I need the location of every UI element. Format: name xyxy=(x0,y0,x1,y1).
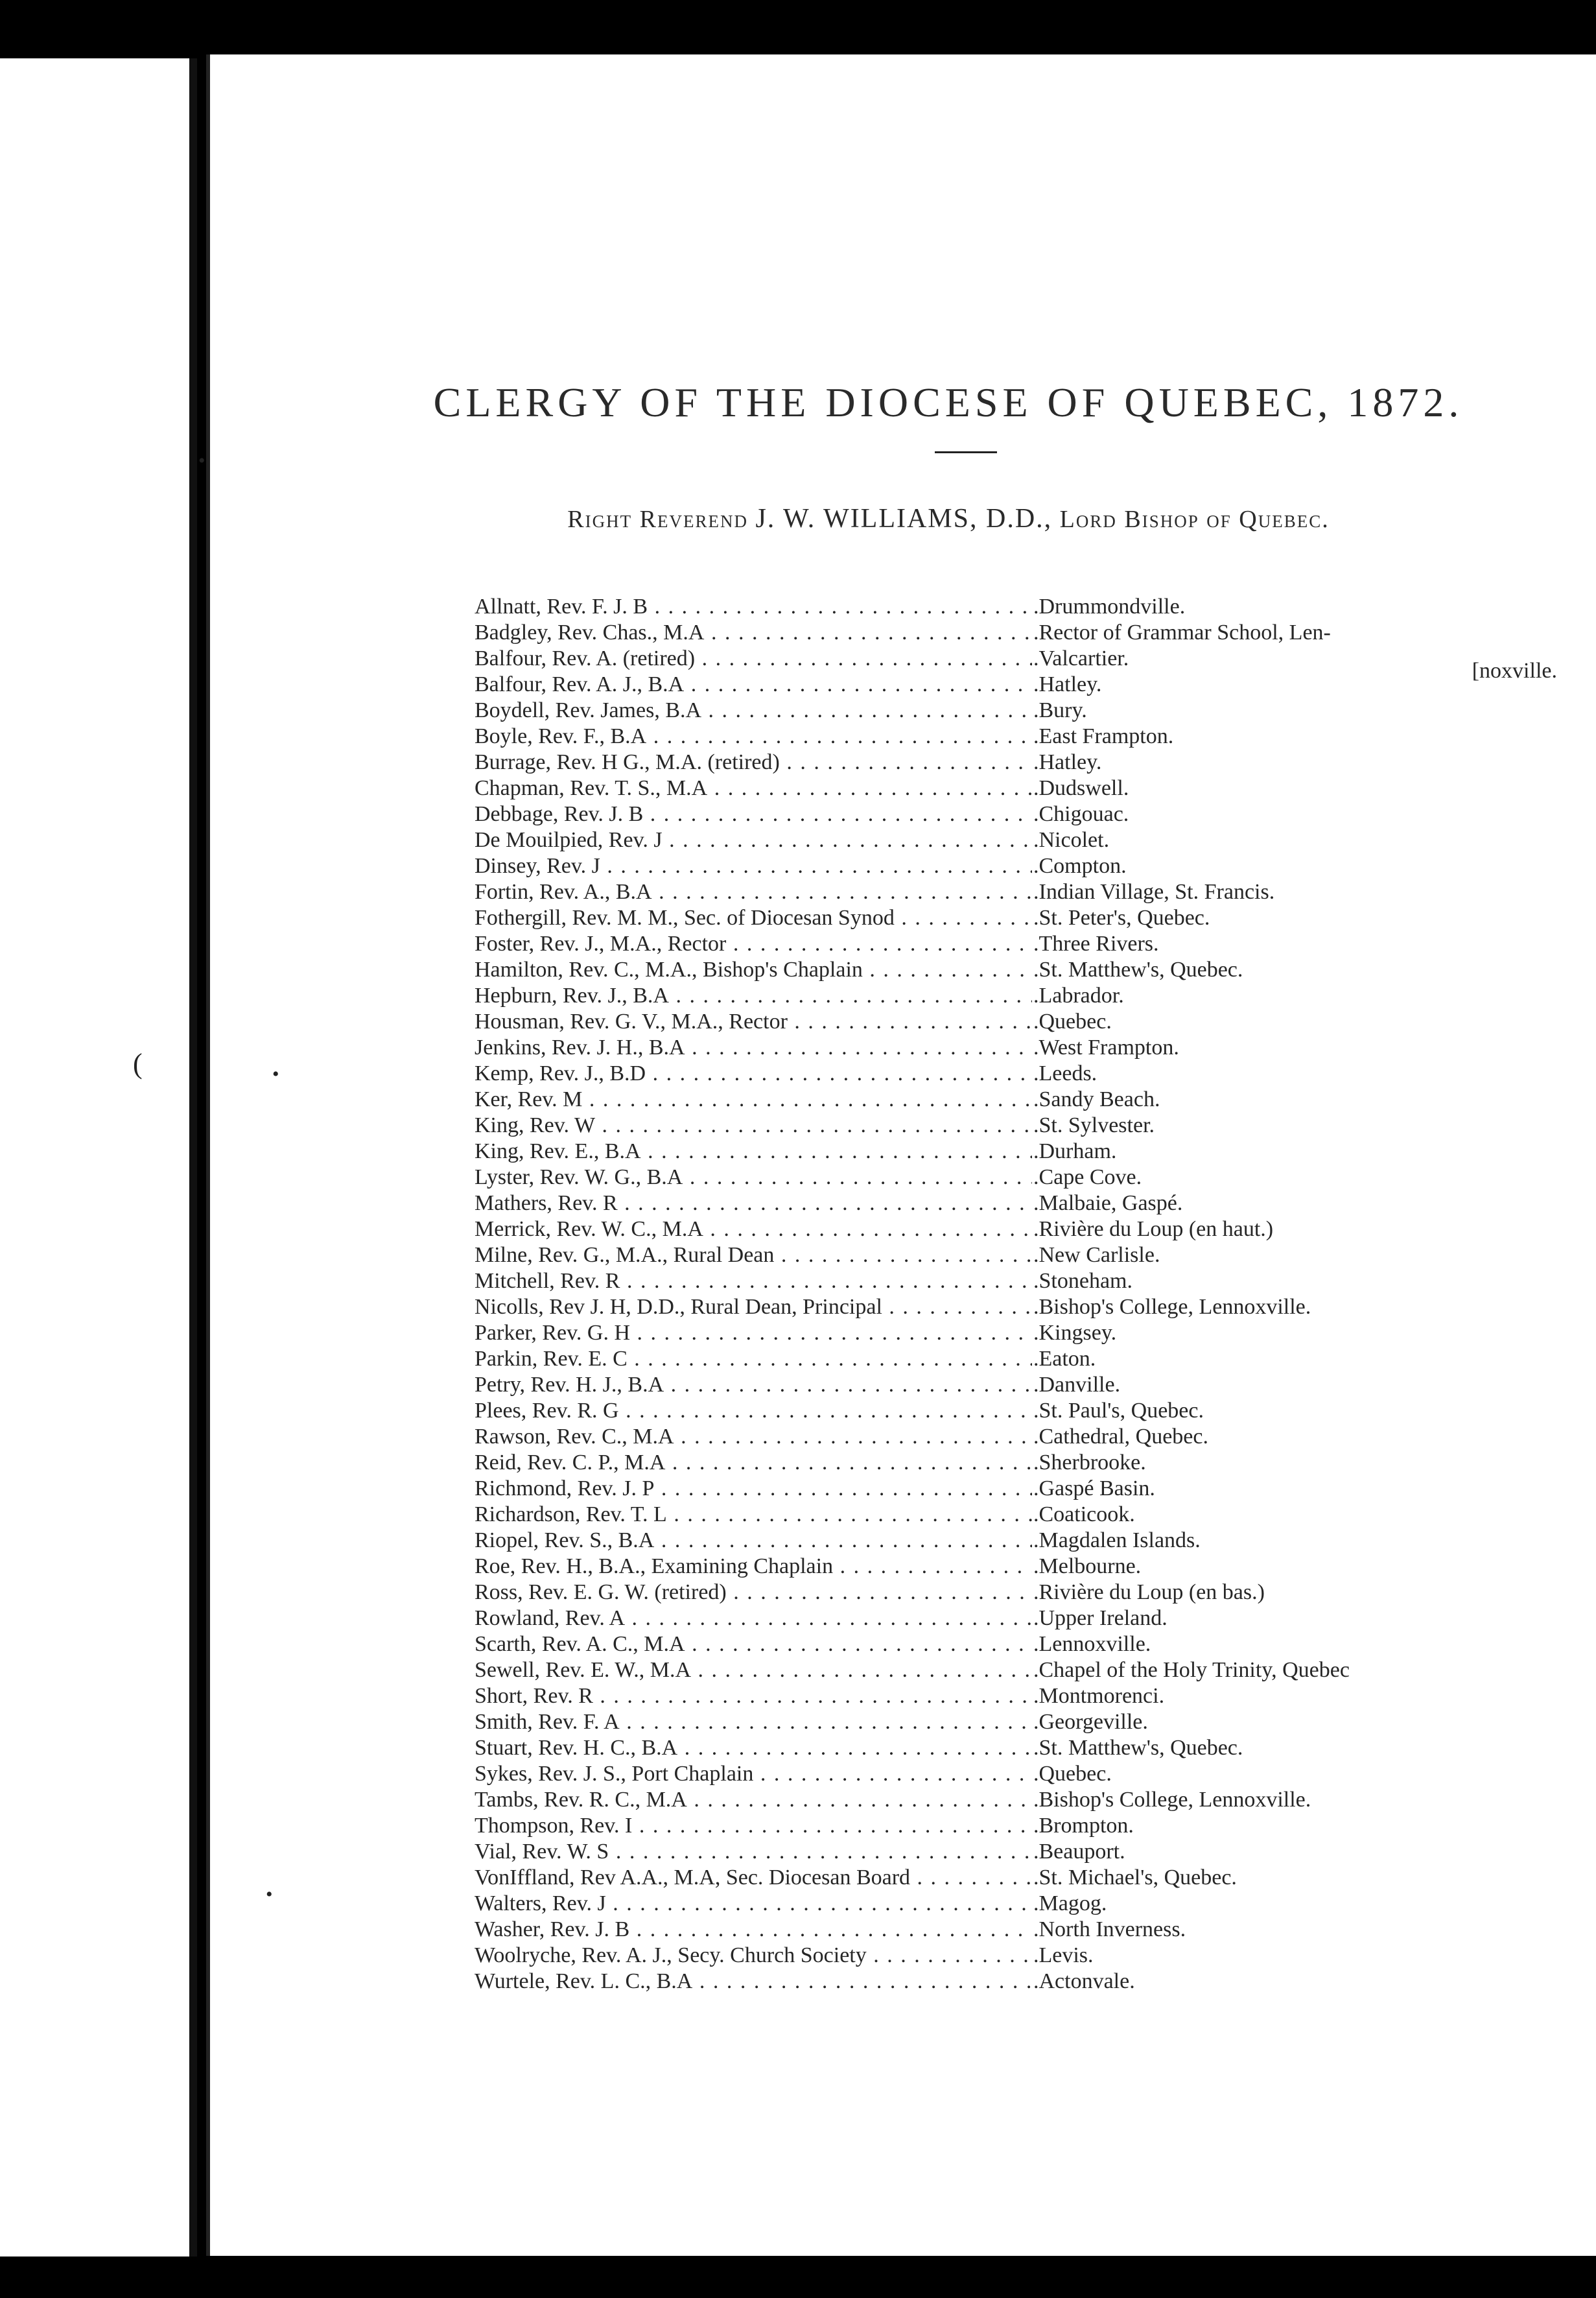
clergy-place: . Hatley. xyxy=(1032,672,1101,698)
clergy-name: De Mouilpied, Rev. J . . . xyxy=(475,827,1032,853)
clergy-row xyxy=(475,801,1596,827)
clergy-name: Fortin, Rev. A., B.A . . . xyxy=(475,879,1032,905)
clergy-name: Housman, Rev. G. V., M.A., Rector . . . xyxy=(475,1009,1032,1035)
clergy-place: . Sandy Beach. xyxy=(1032,1087,1160,1113)
clergy-place: . St. Sylvester. xyxy=(1032,1113,1155,1139)
margin-mark: ( xyxy=(133,1048,143,1080)
clergy-row xyxy=(475,957,1596,983)
clergy-place: . Quebec. xyxy=(1032,1009,1112,1035)
clergy-name: Wurtele, Rev. L. C., B.A . . . xyxy=(475,1969,1032,1995)
clergy-place: . Rivière du Loup (en bas.) xyxy=(1032,1580,1265,1605)
clergy-row xyxy=(475,620,1596,646)
clergy-row xyxy=(475,905,1596,931)
clergy-row xyxy=(475,1657,1596,1683)
clergy-place: . St. Matthew's, Quebec. xyxy=(1032,1735,1243,1761)
clergy-row xyxy=(475,1917,1596,1943)
bishop-prefix: Right Reverend xyxy=(567,506,748,533)
clergy-name: Stuart, Rev. H. C., B.A . . . xyxy=(475,1735,1032,1761)
clergy-row xyxy=(475,1061,1596,1087)
clergy-name: Jenkins, Rev. J. H., B.A . . . xyxy=(475,1035,1032,1061)
clergy-row xyxy=(475,1839,1596,1865)
clergy-place: . Bury. xyxy=(1032,698,1087,724)
clergy-row xyxy=(475,724,1596,750)
clergy-place: . Leeds. xyxy=(1032,1061,1097,1087)
clergy-name: Washer, Rev. J. B . . . xyxy=(475,1917,1032,1943)
clergy-row xyxy=(475,646,1596,672)
clergy-row xyxy=(475,1528,1596,1554)
clergy-place: . Magog. xyxy=(1032,1891,1107,1917)
clergy-name: Petry, Rev. H. J., B.A . . . xyxy=(475,1372,1032,1398)
clergy-name: Hepburn, Rev. J., B.A . . . xyxy=(475,983,1032,1009)
clergy-row xyxy=(475,1424,1596,1450)
margin-mark: • xyxy=(266,1884,273,1905)
clergy-row xyxy=(475,1398,1596,1424)
clergy-row xyxy=(475,1165,1596,1190)
clergy-name: Balfour, Rev. A. J., B.A . . . xyxy=(475,672,1032,698)
clergy-name: Ross, Rev. E. G. W. (retired) . . . xyxy=(475,1580,1032,1605)
title-divider xyxy=(935,451,997,453)
clergy-name: Milne, Rev. G., M.A., Rural Dean . . . xyxy=(475,1242,1032,1268)
clergy-row xyxy=(475,1865,1596,1891)
clergy-name: Hamilton, Rev. C., M.A., Bishop's Chaplain . . . xyxy=(475,957,1032,983)
clergy-row xyxy=(475,1294,1596,1320)
clergy-row xyxy=(475,1450,1596,1476)
clergy-place: . East Frampton. xyxy=(1032,724,1173,750)
clergy-place: . Sherbrooke. xyxy=(1032,1450,1146,1476)
clergy-row xyxy=(475,1372,1596,1398)
clergy-place: . Quebec. xyxy=(1032,1761,1112,1787)
gutter-rule xyxy=(189,58,197,2257)
clergy-place: . Durham. xyxy=(1032,1139,1116,1165)
clergy-place: . Bishop's College, Lennoxville. xyxy=(1032,1294,1311,1320)
clergy-place: . Rector of Grammar School, Len- xyxy=(1032,620,1331,646)
clergy-place: . Dudswell. xyxy=(1032,776,1129,801)
clergy-place: . Rivière du Loup (en haut.) xyxy=(1032,1216,1273,1242)
clergy-place: . St. Michael's, Quebec. xyxy=(1032,1865,1237,1891)
clergy-name: Boydell, Rev. James, B.A . . . xyxy=(475,698,1032,724)
clergy-name: Mitchell, Rev. R . . . xyxy=(475,1268,1032,1294)
clergy-row xyxy=(475,983,1596,1009)
clergy-name: Walters, Rev. J . . . xyxy=(475,1891,1032,1917)
clergy-name: Tambs, Rev. R. C., M.A . . . xyxy=(475,1787,1032,1813)
clergy-row xyxy=(475,1761,1596,1787)
clergy-place: . Gaspé Basin. xyxy=(1032,1476,1155,1502)
clergy-name: Parkin, Rev. E. C . . . xyxy=(475,1346,1032,1372)
clergy-row xyxy=(475,1943,1596,1969)
clergy-name: Chapman, Rev. T. S., M.A . . . xyxy=(475,776,1032,801)
clergy-name: Foster, Rev. J., M.A., Rector . . . xyxy=(475,931,1032,957)
clergy-name: Thompson, Rev. I . . . xyxy=(475,1813,1032,1839)
clergy-place: . Beauport. xyxy=(1032,1839,1125,1865)
clergy-name: Vial, Rev. W. S . . . xyxy=(475,1839,1032,1865)
clergy-name: Plees, Rev. R. G . . . xyxy=(475,1398,1032,1424)
clergy-name: Rawson, Rev. C., M.A . . . xyxy=(475,1424,1032,1450)
clergy-place: . St. Matthew's, Quebec. xyxy=(1032,957,1243,983)
clergy-row xyxy=(475,1502,1596,1528)
clergy-place: . Upper Ireland. xyxy=(1032,1605,1168,1631)
clergy-row xyxy=(475,1891,1596,1917)
clergy-place: . Nicolet. xyxy=(1032,827,1109,853)
clergy-name: Boyle, Rev. F., B.A . . . xyxy=(475,724,1032,750)
clergy-place: . Three Rivers. xyxy=(1032,931,1159,957)
clergy-place: . Valcartier. xyxy=(1032,646,1129,672)
clergy-row xyxy=(475,827,1596,853)
clergy-row xyxy=(475,672,1596,698)
clergy-row xyxy=(475,1554,1596,1580)
clergy-name: Riopel, Rev. S., B.A . . . xyxy=(475,1528,1032,1554)
clergy-row xyxy=(475,879,1596,905)
clergy-place: . Stoneham. xyxy=(1032,1268,1132,1294)
clergy-row xyxy=(475,1813,1596,1839)
bishop-line xyxy=(210,503,1596,534)
margin-mark: • xyxy=(272,1063,279,1085)
clergy-name: Smith, Rev. F. A . . . xyxy=(475,1709,1032,1735)
overflow-continuation: [noxville. xyxy=(1472,659,1557,683)
clergy-row xyxy=(475,1969,1596,1995)
clergy-row xyxy=(475,1216,1596,1242)
clergy-place: . Melbourne. xyxy=(1032,1554,1141,1580)
clergy-name: Mathers, Rev. R . . . xyxy=(475,1190,1032,1216)
clergy-row xyxy=(475,1580,1596,1605)
clergy-row xyxy=(475,1605,1596,1631)
clergy-row xyxy=(475,1139,1596,1165)
clergy-name: Ker, Rev. M . . . xyxy=(475,1087,1032,1113)
clergy-name: Balfour, Rev. A. (retired) . . . xyxy=(475,646,1032,672)
clergy-row xyxy=(475,931,1596,957)
clergy-row xyxy=(475,1631,1596,1657)
clergy-place: . Eaton. xyxy=(1032,1346,1096,1372)
clergy-place: . St. Peter's, Quebec. xyxy=(1032,905,1210,931)
clergy-place: . North Inverness. xyxy=(1032,1917,1186,1943)
clergy-place: . Lennoxville. xyxy=(1032,1631,1151,1657)
clergy-name: Richardson, Rev. T. L . . . xyxy=(475,1502,1032,1528)
clergy-name: King, Rev. W . . . xyxy=(475,1113,1032,1139)
clergy-place: . Magdalen Islands. xyxy=(1032,1528,1201,1554)
clergy-row xyxy=(475,776,1596,801)
clergy-name: Sykes, Rev. J. S., Port Chaplain . . . xyxy=(475,1761,1032,1787)
clergy-name: Kemp, Rev. J., B.D . . . xyxy=(475,1061,1032,1087)
clergy-row xyxy=(475,1709,1596,1735)
clergy-place: . Montmorenci. xyxy=(1032,1683,1164,1709)
clergy-name: Debbage, Rev. J. B . . . xyxy=(475,801,1032,827)
clergy-row xyxy=(475,1242,1596,1268)
clergy-row xyxy=(475,1735,1596,1761)
facing-page xyxy=(0,58,194,2257)
clergy-place: . New Carlisle. xyxy=(1032,1242,1160,1268)
clergy-row xyxy=(475,1320,1596,1346)
clergy-place: . Hatley. xyxy=(1032,750,1101,776)
clergy-row xyxy=(475,853,1596,879)
clergy-name: Nicolls, Rev J. H, D.D., Rural Dean, Principal . . . xyxy=(475,1294,1032,1320)
clergy-name: Badgley, Rev. Chas., M.A . . . xyxy=(475,620,1032,646)
clergy-row xyxy=(475,1268,1596,1294)
bishop-suffix: Lord Bishop of Quebec. xyxy=(1059,506,1330,533)
clergy-row xyxy=(475,1346,1596,1372)
bishop-name: J. W. WILLIAMS, D.D., xyxy=(755,504,1053,534)
clergy-place: . St. Paul's, Quebec. xyxy=(1032,1398,1204,1424)
clergy-name: Allnatt, Rev. F. J. B . . . xyxy=(475,594,1032,620)
clergy-place: . West Frampton. xyxy=(1032,1035,1179,1061)
clergy-row xyxy=(475,750,1596,776)
clergy-place: . Kingsey. xyxy=(1032,1320,1116,1346)
clergy-place: . Drummondville. xyxy=(1032,594,1185,620)
clergy-place: . Georgeville. xyxy=(1032,1709,1148,1735)
page-title: CLERGY OF THE DIOCESE OF QUEBEC, 1872. xyxy=(433,379,1464,425)
clergy-name: Sewell, Rev. E. W., M.A . . . xyxy=(475,1657,1032,1683)
clergy-place: . Compton. xyxy=(1032,853,1127,879)
clergy-place: . Brompton. xyxy=(1032,1813,1134,1839)
clergy-row xyxy=(475,1035,1596,1061)
clergy-row xyxy=(475,594,1596,620)
clergy-row xyxy=(475,1476,1596,1502)
clergy-row xyxy=(475,1113,1596,1139)
clergy-row xyxy=(475,1787,1596,1813)
clergy-row xyxy=(475,1009,1596,1035)
clergy-place: . Cape Cove. xyxy=(1032,1165,1142,1190)
clergy-name: Parker, Rev. G. H . . . xyxy=(475,1320,1032,1346)
clergy-row xyxy=(475,698,1596,724)
clergy-place: . Indian Village, St. Francis. xyxy=(1032,879,1274,905)
document-page xyxy=(206,54,1596,2256)
clergy-place: . Bishop's College, Lennoxville. xyxy=(1032,1787,1311,1813)
clergy-name: King, Rev. E., B.A . . . xyxy=(475,1139,1032,1165)
clergy-place: . Danville. xyxy=(1032,1372,1120,1398)
clergy-place: . Actonvale. xyxy=(1032,1969,1135,1995)
clergy-name: Merrick, Rev. W. C., M.A . . . xyxy=(475,1216,1032,1242)
clergy-place: . Chapel of the Holy Trinity, Quebec xyxy=(1032,1657,1350,1683)
clergy-place: . Cathedral, Quebec. xyxy=(1032,1424,1208,1450)
clergy-name: Scarth, Rev. A. C., M.A . . . xyxy=(475,1631,1032,1657)
clergy-name: Burrage, Rev. H G., M.A. (retired) . . . xyxy=(475,750,1032,776)
clergy-name: Roe, Rev. H., B.A., Examining Chaplain . . . xyxy=(475,1554,1032,1580)
clergy-name: Fothergill, Rev. M. M., Sec. of Diocesan Synod . . . xyxy=(475,905,1032,931)
clergy-name: Reid, Rev. C. P., M.A . . . xyxy=(475,1450,1032,1476)
clergy-name: Lyster, Rev. W. G., B.A . . . xyxy=(475,1165,1032,1190)
clergy-place: . Levis. xyxy=(1032,1943,1094,1969)
clergy-row xyxy=(475,1087,1596,1113)
margin-mark: • xyxy=(198,450,205,471)
clergy-place: . Malbaie, Gaspé. xyxy=(1032,1190,1182,1216)
clergy-name: Short, Rev. R . . . xyxy=(475,1683,1032,1709)
clergy-row xyxy=(475,1683,1596,1709)
clergy-list xyxy=(475,594,1596,1995)
clergy-name: Woolryche, Rev. A. J., Secy. Church Society . . . xyxy=(475,1943,1032,1969)
clergy-name: Richmond, Rev. J. P . . . xyxy=(475,1476,1032,1502)
clergy-place: . Chigouac. xyxy=(1032,801,1129,827)
clergy-place: . Coaticook. xyxy=(1032,1502,1135,1528)
clergy-name: Dinsey, Rev. J . . . xyxy=(475,853,1032,879)
clergy-name: VonIffland, Rev A.A., M.A, Sec. Diocesan Board . . . xyxy=(475,1865,1032,1891)
clergy-name: Rowland, Rev. A . . . xyxy=(475,1605,1032,1631)
clergy-place: . Labrador. xyxy=(1032,983,1124,1009)
clergy-row xyxy=(475,1190,1596,1216)
